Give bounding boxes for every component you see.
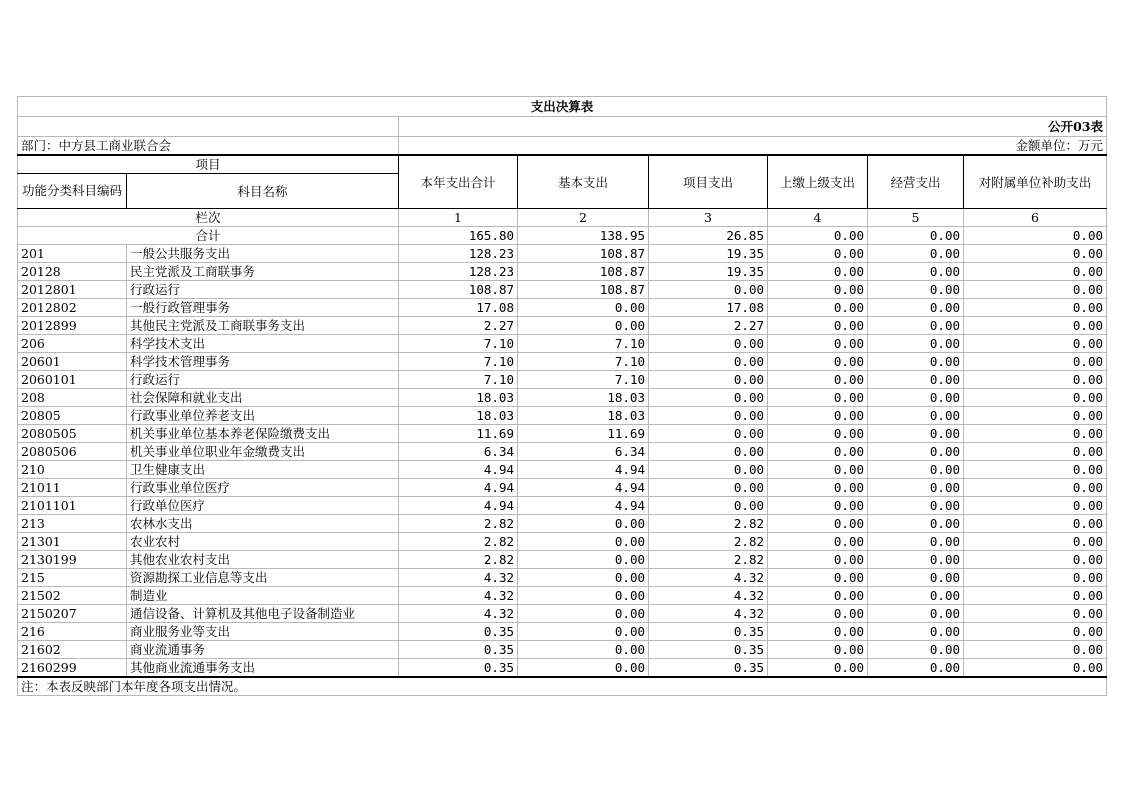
row-business: 0.00 [868,479,964,497]
row-project: 0.00 [649,389,768,407]
row-business: 0.00 [868,263,964,281]
row-basic: 7.10 [518,371,649,389]
table-row [18,389,1107,407]
row-name: 民主党派及工商联事务 [127,263,399,281]
row-subsidy: 0.00 [964,425,1107,443]
row-business: 0.00 [868,587,964,605]
row-upper: 0.00 [768,587,868,605]
sum-total: 165.80 [399,227,518,245]
table-row [18,605,1107,623]
row-business: 0.00 [868,461,964,479]
row-name: 科学技术管理事务 [127,353,399,371]
row-project: 0.00 [649,335,768,353]
row-subsidy: 0.00 [964,641,1107,659]
row-project: 2.82 [649,533,768,551]
column-number-4: 4 [768,209,868,227]
header-project: 项目支出 [649,155,768,209]
row-project: 0.00 [649,407,768,425]
row-total: 0.35 [399,659,518,678]
row-project: 0.35 [649,641,768,659]
row-name: 商业流通事务 [127,641,399,659]
row-upper: 0.00 [768,569,868,587]
table-row [18,533,1107,551]
row-subsidy: 0.00 [964,479,1107,497]
row-name: 商业服务业等支出 [127,623,399,641]
sum-project: 26.85 [649,227,768,245]
row-subsidy: 0.00 [964,533,1107,551]
header-basic: 基本支出 [518,155,649,209]
row-total: 128.23 [399,245,518,263]
row-total: 7.10 [399,353,518,371]
row-name: 社会保障和就业支出 [127,389,399,407]
row-upper: 0.00 [768,497,868,515]
table-row [18,515,1107,533]
table-row [18,425,1107,443]
table-row [18,623,1107,641]
table-row [18,281,1107,299]
row-upper: 0.00 [768,335,868,353]
column-number-5: 5 [868,209,964,227]
row-project: 2.82 [649,515,768,533]
row-total: 128.23 [399,263,518,281]
row-upper: 0.00 [768,461,868,479]
table-row [18,353,1107,371]
row-basic: 11.69 [518,425,649,443]
row-project: 0.35 [649,659,768,678]
row-subsidy: 0.00 [964,497,1107,515]
row-basic: 18.03 [518,389,649,407]
row-code: 21011 [18,479,127,497]
row-upper: 0.00 [768,263,868,281]
table-row [18,641,1107,659]
row-code: 2060101 [18,371,127,389]
row-basic: 0.00 [518,659,649,678]
column-number-6: 6 [964,209,1107,227]
sum-label: 合计 [18,227,399,245]
row-project: 0.00 [649,497,768,515]
row-basic: 4.94 [518,479,649,497]
table-body [18,245,1107,678]
table-row [18,479,1107,497]
row-project: 4.32 [649,605,768,623]
row-upper: 0.00 [768,605,868,623]
sum-basic: 138.95 [518,227,649,245]
row-name: 行政单位医疗 [127,497,399,515]
row-business: 0.00 [868,515,964,533]
row-project: 0.35 [649,623,768,641]
row-total: 18.03 [399,407,518,425]
table-row [18,443,1107,461]
row-name: 机关事业单位职业年金缴费支出 [127,443,399,461]
row-subsidy: 0.00 [964,461,1107,479]
row-business: 0.00 [868,245,964,263]
row-subsidy: 0.00 [964,515,1107,533]
row-project: 0.00 [649,479,768,497]
row-subsidy: 0.00 [964,407,1107,425]
table-row [18,587,1107,605]
row-subsidy: 0.00 [964,353,1107,371]
table-row [18,263,1107,281]
row-code: 20805 [18,407,127,425]
row-total: 4.32 [399,587,518,605]
row-business: 0.00 [868,425,964,443]
row-business: 0.00 [868,299,964,317]
sum-business: 0.00 [868,227,964,245]
row-business: 0.00 [868,497,964,515]
row-upper: 0.00 [768,245,868,263]
row-name: 其他商业流通事务支出 [127,659,399,678]
header-business: 经营支出 [868,155,964,209]
blank-cell [18,117,399,137]
row-name: 其他民主党派及工商联事务支出 [127,317,399,335]
row-total: 4.32 [399,569,518,587]
row-basic: 108.87 [518,263,649,281]
row-basic: 108.87 [518,281,649,299]
column-number-3: 3 [649,209,768,227]
row-business: 0.00 [868,335,964,353]
row-name: 卫生健康支出 [127,461,399,479]
row-code: 2130199 [18,551,127,569]
row-basic: 0.00 [518,587,649,605]
row-code: 2150207 [18,605,127,623]
row-basic: 18.03 [518,407,649,425]
row-business: 0.00 [868,623,964,641]
row-total: 4.94 [399,479,518,497]
row-upper: 0.00 [768,623,868,641]
row-total: 108.87 [399,281,518,299]
table-row [18,659,1107,678]
sum-subsidy: 0.00 [964,227,1107,245]
row-subsidy: 0.00 [964,605,1107,623]
row-total: 6.34 [399,443,518,461]
row-project: 0.00 [649,353,768,371]
row-business: 0.00 [868,353,964,371]
row-code: 21602 [18,641,127,659]
row-upper: 0.00 [768,425,868,443]
row-basic: 4.94 [518,461,649,479]
table-row [18,569,1107,587]
row-business: 0.00 [868,389,964,407]
row-upper: 0.00 [768,353,868,371]
row-total: 2.82 [399,533,518,551]
row-business: 0.00 [868,317,964,335]
row-subsidy: 0.00 [964,299,1107,317]
row-subsidy: 0.00 [964,569,1107,587]
row-business: 0.00 [868,659,964,678]
row-business: 0.00 [868,641,964,659]
row-total: 2.82 [399,551,518,569]
row-name: 农林水支出 [127,515,399,533]
row-total: 4.94 [399,461,518,479]
row-subsidy: 0.00 [964,245,1107,263]
row-upper: 0.00 [768,371,868,389]
row-business: 0.00 [868,605,964,623]
row-upper: 0.00 [768,533,868,551]
row-subsidy: 0.00 [964,659,1107,678]
column-number-1: 1 [399,209,518,227]
row-name: 制造业 [127,587,399,605]
row-upper: 0.00 [768,407,868,425]
row-upper: 0.00 [768,479,868,497]
row-code: 213 [18,515,127,533]
row-total: 7.10 [399,335,518,353]
row-project: 4.32 [649,569,768,587]
row-name: 行政事业单位医疗 [127,479,399,497]
table-row [18,245,1107,263]
row-name: 一般公共服务支出 [127,245,399,263]
row-project: 0.00 [649,443,768,461]
row-total: 18.03 [399,389,518,407]
row-name: 行政事业单位养老支出 [127,407,399,425]
row-total: 17.08 [399,299,518,317]
row-code: 2080505 [18,425,127,443]
row-upper: 0.00 [768,641,868,659]
header-name: 科目名称 [127,174,399,209]
row-name: 资源勘探工业信息等支出 [127,569,399,587]
row-upper: 0.00 [768,299,868,317]
row-code: 2101101 [18,497,127,515]
row-code: 208 [18,389,127,407]
table-row [18,407,1107,425]
row-upper: 0.00 [768,443,868,461]
report-title: 支出决算表 [18,97,1107,117]
row-basic: 0.00 [518,641,649,659]
row-basic: 0.00 [518,299,649,317]
row-subsidy: 0.00 [964,389,1107,407]
row-subsidy: 0.00 [964,371,1107,389]
row-upper: 0.00 [768,515,868,533]
row-total: 7.10 [399,371,518,389]
row-project: 0.00 [649,461,768,479]
row-project: 2.27 [649,317,768,335]
table-row [18,299,1107,317]
row-code: 21301 [18,533,127,551]
row-project: 4.32 [649,587,768,605]
row-subsidy: 0.00 [964,263,1107,281]
row-total: 4.32 [399,605,518,623]
row-name: 农业农村 [127,533,399,551]
row-business: 0.00 [868,551,964,569]
row-project: 17.08 [649,299,768,317]
row-basic: 0.00 [518,317,649,335]
row-code: 210 [18,461,127,479]
row-code: 216 [18,623,127,641]
row-name: 通信设备、计算机及其他电子设备制造业 [127,605,399,623]
table-row [18,371,1107,389]
row-total: 11.69 [399,425,518,443]
row-upper: 0.00 [768,281,868,299]
column-number-label: 栏次 [18,209,399,227]
row-total: 2.82 [399,515,518,533]
row-basic: 4.94 [518,497,649,515]
row-basic: 0.00 [518,605,649,623]
table-row [18,461,1107,479]
footnote: 注：本表反映部门本年度各项支出情况。 [18,677,1107,696]
row-name: 行政运行 [127,371,399,389]
row-code: 2012899 [18,317,127,335]
row-basic: 0.00 [518,569,649,587]
row-business: 0.00 [868,569,964,587]
unit-label: 金额单位：万元 [399,137,1107,156]
row-business: 0.00 [868,371,964,389]
row-business: 0.00 [868,407,964,425]
row-basic: 108.87 [518,245,649,263]
header-upper: 上缴上级支出 [768,155,868,209]
row-basic: 0.00 [518,533,649,551]
row-total: 0.35 [399,641,518,659]
header-subsidy: 对附属单位补助支出 [964,155,1107,209]
row-name: 其他农业农村支出 [127,551,399,569]
row-basic: 7.10 [518,353,649,371]
expenditure-table [17,96,1107,696]
row-name: 一般行政管理事务 [127,299,399,317]
row-subsidy: 0.00 [964,587,1107,605]
row-upper: 0.00 [768,389,868,407]
row-business: 0.00 [868,443,964,461]
row-code: 2012802 [18,299,127,317]
row-code: 201 [18,245,127,263]
row-code: 2080506 [18,443,127,461]
row-basic: 0.00 [518,623,649,641]
row-code: 215 [18,569,127,587]
row-upper: 0.00 [768,317,868,335]
row-subsidy: 0.00 [964,281,1107,299]
row-subsidy: 0.00 [964,335,1107,353]
row-project: 0.00 [649,425,768,443]
row-code: 21502 [18,587,127,605]
row-code: 20601 [18,353,127,371]
row-basic: 0.00 [518,515,649,533]
row-code: 206 [18,335,127,353]
row-name: 行政运行 [127,281,399,299]
department-label: 部门：中方县工商业联合会 [18,137,399,156]
row-code: 2012801 [18,281,127,299]
table-row [18,335,1107,353]
table-row [18,497,1107,515]
row-project: 19.35 [649,245,768,263]
row-basic: 7.10 [518,335,649,353]
expenditure-report-sheet [17,96,1106,696]
table-row [18,317,1107,335]
row-business: 0.00 [868,281,964,299]
table-id: 公开03表 [399,117,1107,137]
row-project: 0.00 [649,281,768,299]
row-name: 机关事业单位基本养老保险缴费支出 [127,425,399,443]
row-upper: 0.00 [768,551,868,569]
header-code: 功能分类科目编码 [18,174,127,209]
row-name: 科学技术支出 [127,335,399,353]
row-code: 2160299 [18,659,127,678]
row-basic: 0.00 [518,551,649,569]
sum-upper: 0.00 [768,227,868,245]
table-row [18,551,1107,569]
row-subsidy: 0.00 [964,443,1107,461]
row-basic: 6.34 [518,443,649,461]
row-total: 0.35 [399,623,518,641]
row-subsidy: 0.00 [964,551,1107,569]
row-business: 0.00 [868,533,964,551]
header-total: 本年支出合计 [399,155,518,209]
row-upper: 0.00 [768,659,868,678]
row-project: 0.00 [649,371,768,389]
row-subsidy: 0.00 [964,317,1107,335]
row-code: 20128 [18,263,127,281]
header-item: 项目 [18,155,399,174]
row-project: 2.82 [649,551,768,569]
row-subsidy: 0.00 [964,623,1107,641]
column-number-2: 2 [518,209,649,227]
row-project: 19.35 [649,263,768,281]
row-total: 4.94 [399,497,518,515]
row-total: 2.27 [399,317,518,335]
